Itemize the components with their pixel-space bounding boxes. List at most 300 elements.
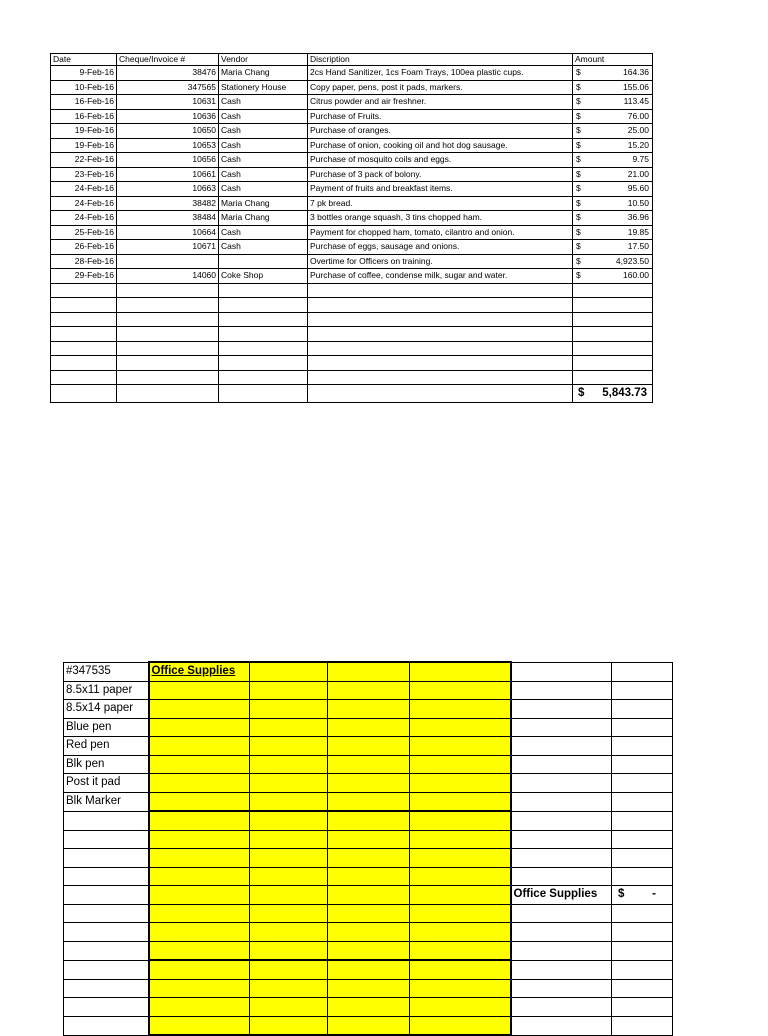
empty-cell[interactable] bbox=[573, 341, 653, 356]
table-row bbox=[64, 718, 673, 737]
empty-cell[interactable] bbox=[308, 356, 573, 371]
highlighted-cell[interactable] bbox=[328, 737, 410, 756]
cell-description[interactable]: Purchase of Fruits. bbox=[308, 109, 573, 124]
highlighted-cell[interactable] bbox=[149, 718, 250, 737]
cell-date[interactable]: 9-Feb-16 bbox=[51, 66, 117, 81]
cell-date[interactable]: 16-Feb-16 bbox=[51, 95, 117, 110]
empty-row bbox=[51, 370, 653, 385]
highlighted-cell[interactable] bbox=[149, 755, 250, 774]
cell-vendor[interactable]: Maria Chang bbox=[219, 211, 308, 226]
table-row bbox=[64, 904, 673, 923]
cell-date[interactable]: 23-Feb-16 bbox=[51, 167, 117, 182]
empty-cell[interactable] bbox=[117, 312, 219, 327]
empty-row bbox=[51, 283, 653, 298]
empty-cell[interactable] bbox=[573, 283, 653, 298]
highlighted-cell[interactable] bbox=[149, 681, 250, 700]
highlighted-cell[interactable] bbox=[149, 904, 250, 923]
cell-date[interactable]: 29-Feb-16 bbox=[51, 269, 117, 284]
cell-date[interactable]: 24-Feb-16 bbox=[51, 211, 117, 226]
empty-cell[interactable] bbox=[51, 385, 117, 403]
table-row bbox=[51, 124, 653, 139]
highlighted-cell[interactable] bbox=[250, 811, 328, 830]
highlighted-cell[interactable] bbox=[410, 923, 511, 942]
cell-date[interactable]: 25-Feb-16 bbox=[51, 225, 117, 240]
currency-symbol: $ bbox=[576, 110, 581, 121]
cell-amount[interactable] bbox=[573, 240, 653, 255]
empty-cell[interactable] bbox=[51, 327, 117, 342]
cell-vendor[interactable]: Cash bbox=[219, 167, 308, 182]
empty-cell[interactable] bbox=[511, 811, 612, 830]
amount-value: 164.36 bbox=[623, 67, 649, 77]
empty-cell[interactable] bbox=[573, 312, 653, 327]
cell-description[interactable]: Copy paper, pens, post it pads, markers. bbox=[308, 80, 573, 95]
empty-cell[interactable] bbox=[612, 681, 673, 700]
highlighted-cell[interactable] bbox=[149, 1016, 250, 1035]
summary-label[interactable]: Office Supplies bbox=[511, 886, 612, 905]
cell-cheque[interactable]: 38484 bbox=[117, 211, 219, 226]
table-row bbox=[64, 681, 673, 700]
highlighted-cell[interactable] bbox=[149, 792, 250, 811]
cell-cheque[interactable] bbox=[117, 254, 219, 269]
cell-cheque[interactable]: 38482 bbox=[117, 196, 219, 211]
highlighted-cell[interactable] bbox=[250, 941, 328, 960]
cell-date[interactable]: 19-Feb-16 bbox=[51, 124, 117, 139]
empty-cell[interactable] bbox=[219, 327, 308, 342]
highlighted-cell[interactable] bbox=[410, 774, 511, 793]
empty-cell[interactable] bbox=[117, 283, 219, 298]
empty-cell[interactable] bbox=[64, 923, 149, 942]
cell-amount[interactable] bbox=[573, 95, 653, 110]
currency-symbol: $ bbox=[576, 197, 581, 208]
empty-cell[interactable] bbox=[308, 327, 573, 342]
amount-value: 9.75 bbox=[632, 154, 649, 164]
cell-description[interactable]: Purchase of eggs, sausage and onions. bbox=[308, 240, 573, 255]
cell-cheque[interactable]: 10661 bbox=[117, 167, 219, 182]
empty-cell[interactable] bbox=[51, 312, 117, 327]
empty-cell[interactable] bbox=[612, 941, 673, 960]
cell-vendor[interactable]: Cash bbox=[219, 225, 308, 240]
empty-cell[interactable] bbox=[51, 283, 117, 298]
empty-cell[interactable] bbox=[308, 370, 573, 385]
supply-item[interactable]: 8.5x11 paper bbox=[64, 681, 149, 700]
cell-description[interactable]: Citrus powder and air freshner. bbox=[308, 95, 573, 110]
empty-cell[interactable] bbox=[117, 327, 219, 342]
empty-cell[interactable] bbox=[308, 385, 573, 403]
empty-cell[interactable] bbox=[511, 755, 612, 774]
empty-cell[interactable] bbox=[511, 792, 612, 811]
empty-cell[interactable] bbox=[511, 681, 612, 700]
cell-cheque[interactable]: 10671 bbox=[117, 240, 219, 255]
highlighted-cell[interactable] bbox=[410, 904, 511, 923]
empty-cell[interactable] bbox=[117, 370, 219, 385]
cell-description[interactable]: Payment of fruits and breakfast items. bbox=[308, 182, 573, 197]
empty-cell[interactable] bbox=[573, 356, 653, 371]
highlighted-cell[interactable] bbox=[328, 718, 410, 737]
highlighted-cell[interactable] bbox=[149, 811, 250, 830]
cell-description[interactable]: Payment for chopped ham, tomato, cilantro and onion. bbox=[308, 225, 573, 240]
highlighted-cell[interactable] bbox=[328, 904, 410, 923]
cell-amount[interactable] bbox=[573, 80, 653, 95]
highlighted-cell[interactable] bbox=[410, 941, 511, 960]
cell-date[interactable]: 24-Feb-16 bbox=[51, 196, 117, 211]
cell-cheque[interactable]: 10663 bbox=[117, 182, 219, 197]
empty-cell[interactable] bbox=[308, 312, 573, 327]
highlighted-cell[interactable] bbox=[250, 718, 328, 737]
cell-description[interactable]: Overtime for Officers on training. bbox=[308, 254, 573, 269]
empty-cell[interactable] bbox=[511, 737, 612, 756]
empty-cell[interactable] bbox=[612, 1016, 673, 1035]
amount-value: 19.85 bbox=[627, 226, 649, 237]
header-date[interactable]: Date bbox=[51, 54, 117, 66]
highlighted-cell[interactable] bbox=[410, 849, 511, 868]
cell-date[interactable]: 24-Feb-16 bbox=[51, 182, 117, 197]
highlighted-cell[interactable] bbox=[250, 960, 328, 979]
cell-amount[interactable] bbox=[573, 211, 653, 226]
cell-vendor[interactable]: Cash bbox=[219, 138, 308, 153]
highlighted-cell[interactable] bbox=[328, 867, 410, 886]
highlighted-cell[interactable] bbox=[328, 849, 410, 868]
cell-description[interactable]: Purchase of onion, cooking oil and hot dog sausage. bbox=[308, 138, 573, 153]
highlighted-cell[interactable] bbox=[250, 886, 328, 905]
highlighted-cell[interactable] bbox=[250, 681, 328, 700]
highlighted-cell[interactable] bbox=[328, 662, 410, 681]
currency-symbol: $ bbox=[576, 125, 581, 135]
empty-cell[interactable] bbox=[511, 979, 612, 998]
supply-item[interactable]: Blue pen bbox=[64, 718, 149, 737]
highlighted-cell[interactable] bbox=[328, 755, 410, 774]
empty-cell[interactable] bbox=[64, 1016, 149, 1035]
cell-date[interactable]: 19-Feb-16 bbox=[51, 138, 117, 153]
header-vendor[interactable]: Vendor bbox=[219, 54, 308, 66]
table-row bbox=[64, 979, 673, 998]
cell-vendor[interactable]: Maria Chang bbox=[219, 66, 308, 81]
empty-cell[interactable] bbox=[511, 662, 612, 681]
cell-vendor[interactable]: Cash bbox=[219, 124, 308, 139]
empty-cell[interactable] bbox=[511, 830, 612, 849]
highlighted-cell[interactable] bbox=[328, 774, 410, 793]
amount-value: 25.00 bbox=[627, 125, 649, 135]
cell-amount[interactable] bbox=[573, 269, 653, 284]
empty-cell[interactable] bbox=[51, 298, 117, 313]
cell-amount[interactable] bbox=[573, 167, 653, 182]
highlighted-cell[interactable] bbox=[250, 979, 328, 998]
cell-cheque[interactable]: 10650 bbox=[117, 124, 219, 139]
table-row bbox=[51, 182, 653, 197]
empty-cell[interactable] bbox=[219, 341, 308, 356]
empty-cell[interactable] bbox=[612, 830, 673, 849]
cell-description[interactable]: Purchase of 3 pack of bolony. bbox=[308, 167, 573, 182]
empty-cell[interactable] bbox=[64, 830, 149, 849]
highlighted-cell[interactable] bbox=[410, 755, 511, 774]
highlighted-cell[interactable] bbox=[250, 867, 328, 886]
cell-vendor[interactable]: Cash bbox=[219, 240, 308, 255]
empty-cell[interactable] bbox=[51, 356, 117, 371]
highlighted-cell[interactable] bbox=[410, 979, 511, 998]
empty-cell[interactable] bbox=[511, 849, 612, 868]
empty-cell[interactable] bbox=[511, 1016, 612, 1035]
cell-cheque[interactable]: 347565 bbox=[117, 80, 219, 95]
header-amount[interactable]: Amount bbox=[573, 54, 653, 66]
supply-item[interactable]: Post it pad bbox=[64, 774, 149, 793]
empty-cell[interactable] bbox=[511, 941, 612, 960]
empty-cell[interactable] bbox=[573, 327, 653, 342]
empty-cell[interactable] bbox=[64, 979, 149, 998]
highlighted-cell[interactable] bbox=[328, 886, 410, 905]
cell-amount[interactable] bbox=[573, 225, 653, 240]
header-cheque[interactable]: Cheque/Invoice # bbox=[117, 54, 219, 66]
highlighted-cell[interactable] bbox=[328, 979, 410, 998]
highlighted-cell[interactable] bbox=[410, 960, 511, 979]
empty-cell[interactable] bbox=[612, 718, 673, 737]
empty-cell[interactable] bbox=[612, 960, 673, 979]
empty-cell[interactable] bbox=[573, 298, 653, 313]
empty-cell[interactable] bbox=[64, 886, 149, 905]
highlighted-cell[interactable] bbox=[410, 700, 511, 719]
empty-row bbox=[51, 327, 653, 342]
cell-amount[interactable] bbox=[573, 124, 653, 139]
highlighted-cell[interactable] bbox=[250, 792, 328, 811]
empty-cell[interactable] bbox=[64, 904, 149, 923]
highlighted-cell[interactable] bbox=[149, 886, 250, 905]
table-row bbox=[51, 80, 653, 95]
cell-description[interactable]: 2cs Hand Sanitizer, 1cs Foam Trays, 100ea plastic cups. bbox=[308, 66, 573, 81]
empty-cell[interactable] bbox=[64, 998, 149, 1017]
empty-cell[interactable] bbox=[573, 370, 653, 385]
cell-cheque[interactable]: 38476 bbox=[117, 66, 219, 81]
empty-cell[interactable] bbox=[64, 960, 149, 979]
empty-cell[interactable] bbox=[219, 283, 308, 298]
highlighted-cell[interactable] bbox=[328, 792, 410, 811]
empty-cell[interactable] bbox=[612, 998, 673, 1017]
cell-description[interactable]: 3 bottles orange squash, 3 tins chopped ham. bbox=[308, 211, 573, 226]
highlighted-cell[interactable] bbox=[328, 681, 410, 700]
empty-cell[interactable] bbox=[511, 998, 612, 1017]
highlighted-cell[interactable] bbox=[149, 830, 250, 849]
empty-cell[interactable] bbox=[219, 385, 308, 403]
cell-vendor[interactable]: Cash bbox=[219, 95, 308, 110]
amount-value: 36.96 bbox=[627, 212, 649, 222]
table-row bbox=[51, 225, 653, 240]
summary-currency-symbol: $ bbox=[618, 888, 625, 900]
highlighted-cell[interactable] bbox=[149, 867, 250, 886]
total-amount[interactable] bbox=[573, 385, 653, 403]
highlighted-cell[interactable] bbox=[250, 755, 328, 774]
highlighted-cell[interactable] bbox=[149, 700, 250, 719]
highlighted-cell[interactable] bbox=[250, 737, 328, 756]
highlighted-cell[interactable] bbox=[410, 811, 511, 830]
cell-vendor[interactable]: Maria Chang bbox=[219, 196, 308, 211]
table-row bbox=[51, 109, 653, 124]
empty-cell[interactable] bbox=[219, 298, 308, 313]
supply-item[interactable]: Blk Marker bbox=[64, 792, 149, 811]
highlighted-cell[interactable] bbox=[328, 923, 410, 942]
cell-date[interactable]: 10-Feb-16 bbox=[51, 80, 117, 95]
empty-cell[interactable] bbox=[511, 867, 612, 886]
empty-cell[interactable] bbox=[612, 867, 673, 886]
highlighted-cell[interactable] bbox=[328, 811, 410, 830]
empty-cell[interactable] bbox=[511, 923, 612, 942]
highlighted-cell[interactable] bbox=[250, 830, 328, 849]
cell-date[interactable]: 16-Feb-16 bbox=[51, 109, 117, 124]
empty-cell[interactable] bbox=[308, 298, 573, 313]
empty-cell[interactable] bbox=[219, 370, 308, 385]
highlighted-cell[interactable] bbox=[149, 923, 250, 942]
office-supplies-title: Office Supplies bbox=[151, 665, 236, 678]
highlighted-cell[interactable] bbox=[250, 774, 328, 793]
highlighted-cell[interactable] bbox=[410, 886, 511, 905]
empty-cell[interactable] bbox=[117, 341, 219, 356]
cell-cheque[interactable]: 10653 bbox=[117, 138, 219, 153]
supply-item[interactable]: Blk pen bbox=[64, 755, 149, 774]
header-description[interactable]: Discription bbox=[308, 54, 573, 66]
currency-symbol: $ bbox=[576, 96, 581, 106]
empty-cell[interactable] bbox=[64, 849, 149, 868]
empty-row bbox=[51, 341, 653, 356]
empty-cell[interactable] bbox=[51, 370, 117, 385]
empty-cell[interactable] bbox=[511, 904, 612, 923]
highlighted-cell[interactable] bbox=[149, 979, 250, 998]
highlighted-cell[interactable] bbox=[250, 1016, 328, 1035]
empty-cell[interactable] bbox=[612, 755, 673, 774]
empty-cell[interactable] bbox=[612, 774, 673, 793]
highlighted-cell[interactable] bbox=[328, 960, 410, 979]
highlighted-cell[interactable] bbox=[410, 1016, 511, 1035]
highlighted-cell[interactable] bbox=[250, 662, 328, 681]
supply-item[interactable]: 8.5x14 paper bbox=[64, 700, 149, 719]
empty-cell[interactable] bbox=[117, 385, 219, 403]
table-row bbox=[51, 269, 653, 284]
empty-cell[interactable] bbox=[308, 283, 573, 298]
empty-cell[interactable] bbox=[612, 737, 673, 756]
empty-cell[interactable] bbox=[612, 979, 673, 998]
empty-cell[interactable] bbox=[511, 700, 612, 719]
highlighted-cell[interactable] bbox=[149, 774, 250, 793]
cell-description[interactable]: Purchase of mosquito coils and eggs. bbox=[308, 153, 573, 168]
highlighted-cell[interactable] bbox=[410, 737, 511, 756]
amount-value: 76.00 bbox=[627, 110, 649, 121]
cell-cheque[interactable]: 10631 bbox=[117, 95, 219, 110]
highlighted-cell[interactable] bbox=[410, 718, 511, 737]
highlighted-cell[interactable] bbox=[250, 849, 328, 868]
highlighted-cell[interactable] bbox=[250, 998, 328, 1017]
cell-vendor[interactable]: Cash bbox=[219, 182, 308, 197]
highlighted-cell[interactable] bbox=[149, 998, 250, 1017]
empty-cell[interactable] bbox=[219, 312, 308, 327]
cell-vendor[interactable]: Cash bbox=[219, 109, 308, 124]
empty-cell[interactable] bbox=[612, 662, 673, 681]
cell-date[interactable]: 28-Feb-16 bbox=[51, 254, 117, 269]
ref-number[interactable]: #347535 bbox=[64, 662, 149, 681]
cell-amount[interactable] bbox=[573, 138, 653, 153]
summary-value[interactable] bbox=[612, 886, 673, 905]
empty-cell[interactable] bbox=[117, 298, 219, 313]
cell-cheque[interactable]: 10664 bbox=[117, 225, 219, 240]
highlighted-cell[interactable] bbox=[328, 1016, 410, 1035]
cell-date[interactable]: 26-Feb-16 bbox=[51, 240, 117, 255]
cell-date[interactable]: 22-Feb-16 bbox=[51, 153, 117, 168]
table-row bbox=[51, 167, 653, 182]
empty-cell[interactable] bbox=[64, 867, 149, 886]
cell-amount[interactable] bbox=[573, 182, 653, 197]
cell-description[interactable]: 7 pk bread. bbox=[308, 196, 573, 211]
empty-cell[interactable] bbox=[612, 700, 673, 719]
supply-item[interactable]: Red pen bbox=[64, 737, 149, 756]
table-row bbox=[64, 886, 673, 905]
cell-vendor[interactable]: Coke Shop bbox=[219, 269, 308, 284]
cell-description[interactable]: Purchase of oranges. bbox=[308, 124, 573, 139]
cell-amount[interactable] bbox=[573, 196, 653, 211]
currency-symbol: $ bbox=[576, 139, 581, 150]
section-title[interactable] bbox=[149, 662, 250, 681]
cell-amount[interactable] bbox=[573, 66, 653, 81]
empty-cell[interactable] bbox=[117, 356, 219, 371]
highlighted-cell[interactable] bbox=[328, 998, 410, 1017]
currency-symbol: $ bbox=[576, 226, 581, 237]
empty-cell[interactable] bbox=[612, 904, 673, 923]
amount-value: 113.45 bbox=[623, 96, 649, 106]
empty-cell[interactable] bbox=[612, 811, 673, 830]
highlighted-cell[interactable] bbox=[250, 904, 328, 923]
highlighted-cell[interactable] bbox=[410, 867, 511, 886]
cell-cheque[interactable]: 10636 bbox=[117, 109, 219, 124]
cell-cheque[interactable]: 14060 bbox=[117, 269, 219, 284]
expense-ledger-table bbox=[50, 53, 653, 403]
highlighted-cell[interactable] bbox=[410, 662, 511, 681]
empty-cell[interactable] bbox=[612, 792, 673, 811]
cell-amount[interactable] bbox=[573, 109, 653, 124]
highlighted-cell[interactable] bbox=[149, 960, 250, 979]
highlighted-cell[interactable] bbox=[328, 830, 410, 849]
empty-cell[interactable] bbox=[64, 811, 149, 830]
empty-cell[interactable] bbox=[64, 941, 149, 960]
highlighted-cell[interactable] bbox=[149, 849, 250, 868]
amount-value: 15.20 bbox=[627, 139, 649, 150]
highlighted-cell[interactable] bbox=[410, 830, 511, 849]
cell-vendor[interactable]: Stationery House bbox=[219, 80, 308, 95]
currency-symbol: $ bbox=[576, 67, 581, 77]
table-row bbox=[51, 138, 653, 153]
highlighted-cell[interactable] bbox=[250, 923, 328, 942]
cell-cheque[interactable]: 10656 bbox=[117, 153, 219, 168]
empty-cell[interactable] bbox=[308, 341, 573, 356]
highlighted-cell[interactable] bbox=[149, 941, 250, 960]
cell-vendor[interactable]: Cash bbox=[219, 153, 308, 168]
cell-amount[interactable] bbox=[573, 254, 653, 269]
highlighted-cell[interactable] bbox=[328, 941, 410, 960]
highlighted-cell[interactable] bbox=[328, 700, 410, 719]
highlighted-cell[interactable] bbox=[250, 700, 328, 719]
table-row bbox=[64, 830, 673, 849]
cell-vendor[interactable] bbox=[219, 254, 308, 269]
table-row bbox=[64, 1016, 673, 1035]
currency-symbol: $ bbox=[576, 270, 581, 280]
empty-row bbox=[51, 298, 653, 313]
empty-cell[interactable] bbox=[219, 356, 308, 371]
empty-cell[interactable] bbox=[51, 341, 117, 356]
empty-cell[interactable] bbox=[612, 849, 673, 868]
empty-cell[interactable] bbox=[511, 774, 612, 793]
highlighted-cell[interactable] bbox=[410, 681, 511, 700]
empty-cell[interactable] bbox=[511, 718, 612, 737]
empty-cell[interactable] bbox=[612, 923, 673, 942]
highlighted-cell[interactable] bbox=[410, 998, 511, 1017]
highlighted-cell[interactable] bbox=[410, 792, 511, 811]
empty-cell[interactable] bbox=[511, 960, 612, 979]
cell-amount[interactable] bbox=[573, 153, 653, 168]
cell-description[interactable]: Purchase of coffee, condense milk, sugar and water. bbox=[308, 269, 573, 284]
highlighted-cell[interactable] bbox=[149, 737, 250, 756]
amount-value: 17.50 bbox=[627, 241, 649, 251]
